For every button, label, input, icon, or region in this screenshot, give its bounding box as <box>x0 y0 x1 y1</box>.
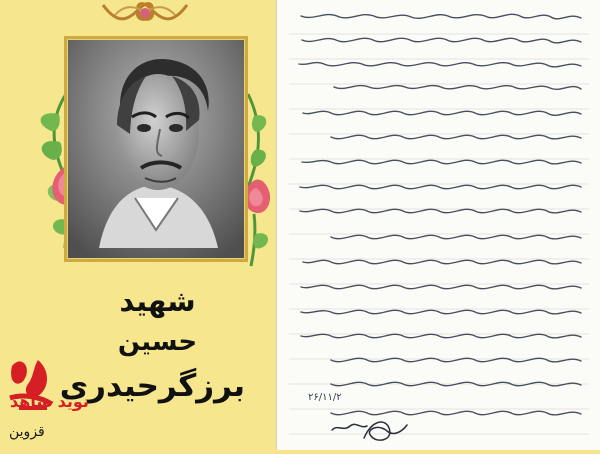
martyr-first-name: حسین <box>117 327 198 357</box>
martyr-last-name: برزگرحیدری <box>59 368 245 404</box>
letter-date: ۲۶/۱۱/۲ <box>308 392 342 403</box>
memorial-poster <box>0 0 275 450</box>
top-ornament-icon <box>95 0 195 26</box>
logo-text: نوید شاهد <box>10 392 89 411</box>
letter-paper <box>277 0 600 450</box>
martyr-portrait <box>68 40 244 258</box>
portrait-illustration-icon <box>68 40 244 258</box>
paper-ruling <box>289 34 589 434</box>
handwritten-text <box>299 14 581 415</box>
logo-city: قزوین <box>9 424 45 440</box>
signature-mark <box>332 422 407 440</box>
martyr-title: شهید <box>119 284 196 318</box>
handwritten-letter <box>276 0 600 450</box>
